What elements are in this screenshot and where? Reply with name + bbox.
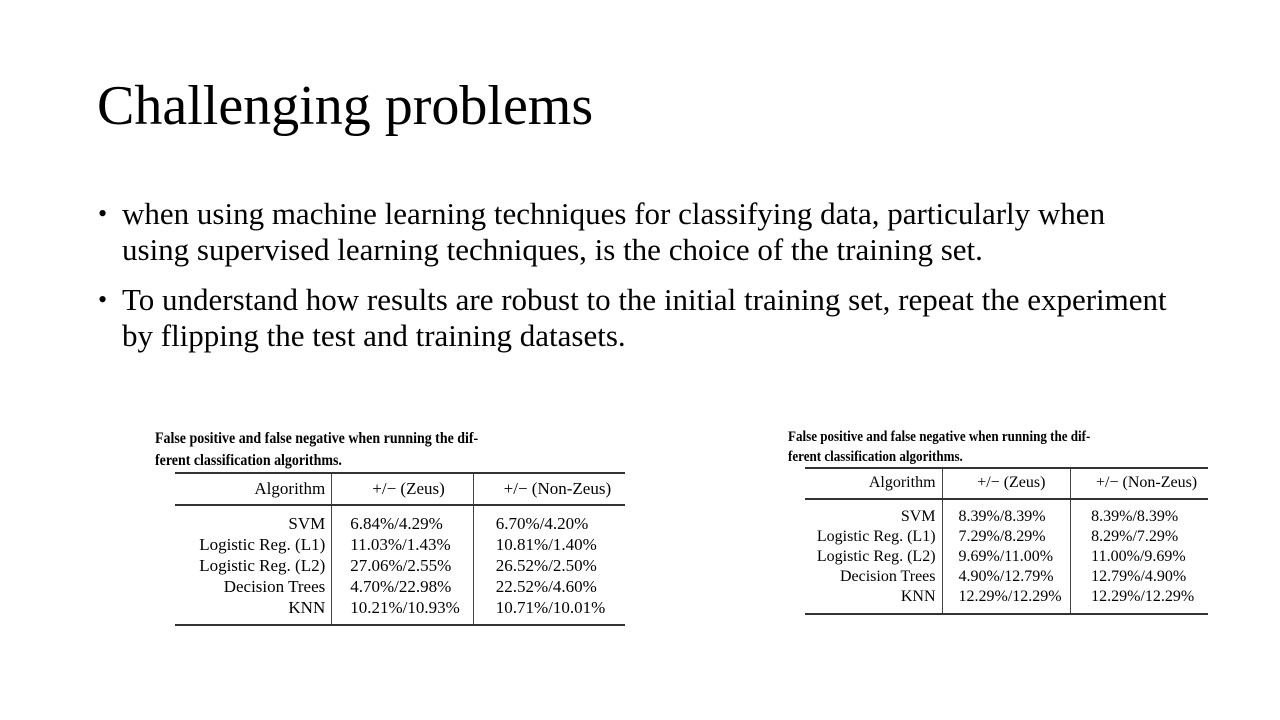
table-row — [175, 505, 625, 534]
column-header-algorithm: Algorithm — [805, 468, 942, 499]
results-table-left — [155, 428, 625, 626]
table-row — [805, 499, 1208, 527]
zeus-cell: 12.29%/12.29% — [942, 587, 1071, 614]
non-zeus-cell: 22.52%/4.60% — [495, 577, 597, 596]
bullet-dot-icon: • — [98, 285, 108, 314]
non-zeus-cell: 8.39%/8.39% — [1091, 508, 1179, 525]
table-row — [175, 534, 625, 555]
table-row — [805, 587, 1208, 614]
column-header-algorithm: Algorithm — [175, 473, 332, 505]
bullet-item — [98, 196, 1178, 268]
results-table — [175, 472, 625, 626]
zeus-cell: 10.21%/10.93% — [332, 597, 474, 625]
non-zeus-cell: 10.81%/1.40% — [495, 535, 597, 554]
non-zeus-cell: 11.00%/9.69% — [1091, 548, 1186, 565]
algorithm-cell: Logistic Reg. (L1) — [805, 527, 942, 547]
column-header-non-zeus: +/− (Non-Zeus) — [1096, 474, 1198, 491]
column-header-zeus: +/− (Zeus) — [332, 473, 474, 505]
table-caption-line: False positive and false negative when running the dif- — [788, 429, 1091, 445]
non-zeus-cell: 12.29%/12.29% — [1091, 588, 1195, 605]
bullet-item — [98, 282, 1178, 354]
zeus-cell: 4.90%/12.79% — [942, 567, 1071, 587]
table-row — [175, 555, 625, 576]
table-caption — [155, 428, 578, 472]
slide-title: Challenging problems — [97, 75, 594, 137]
algorithm-cell: Logistic Reg. (L2) — [175, 555, 332, 576]
bullet-text: To understand how results are robust to the initial training set, repeat the experiment by flipping the test and training datasets. — [122, 282, 1167, 353]
zeus-cell: 6.84%/4.29% — [332, 505, 474, 534]
table-caption-line: False positive and false negative when running the dif- — [155, 430, 479, 447]
zeus-cell: 4.70%/22.98% — [332, 576, 474, 597]
column-header-zeus: +/− (Zeus) — [942, 468, 1071, 499]
non-zeus-cell: 12.79%/4.90% — [1091, 568, 1187, 585]
table-caption-line: ferent classification algorithms. — [155, 452, 342, 469]
algorithm-cell: KNN — [805, 587, 942, 614]
zeus-cell: 9.69%/11.00% — [942, 547, 1071, 567]
column-header-non-zeus: +/− (Non-Zeus) — [503, 479, 612, 498]
algorithm-cell: KNN — [175, 597, 332, 625]
table-caption-line: ferent classification algorithms. — [788, 449, 963, 465]
non-zeus-cell: 8.29%/7.29% — [1091, 528, 1179, 545]
table-header-row — [805, 468, 1208, 499]
algorithm-cell: Decision Trees — [175, 576, 332, 597]
non-zeus-cell: 10.71%/10.01% — [495, 598, 606, 617]
zeus-cell: 11.03%/1.43% — [332, 534, 474, 555]
table-header-row — [175, 473, 625, 505]
algorithm-cell: Decision Trees — [805, 567, 942, 587]
zeus-cell: 8.39%/8.39% — [942, 499, 1071, 527]
results-table-right — [788, 427, 1208, 615]
bullet-list — [98, 196, 1178, 368]
non-zeus-cell: 26.52%/2.50% — [495, 556, 597, 575]
bullet-text: when using machine learning techniques for classifying data, particularly when using supervised learning techniques, is the choice of the training set. — [122, 196, 1106, 267]
algorithm-cell: SVM — [175, 505, 332, 534]
algorithm-cell: SVM — [805, 499, 942, 527]
table-row — [805, 567, 1208, 587]
non-zeus-cell: 6.70%/4.20% — [495, 514, 589, 533]
zeus-cell: 7.29%/8.29% — [942, 527, 1071, 547]
table-row — [175, 597, 625, 625]
table-row — [175, 576, 625, 597]
table-row — [805, 527, 1208, 547]
bullet-dot-icon: • — [98, 199, 108, 228]
table-caption — [788, 427, 1166, 467]
table-row — [805, 547, 1208, 567]
zeus-cell: 27.06%/2.55% — [332, 555, 474, 576]
algorithm-cell: Logistic Reg. (L2) — [805, 547, 942, 567]
results-table — [805, 467, 1208, 615]
algorithm-cell: Logistic Reg. (L1) — [175, 534, 332, 555]
